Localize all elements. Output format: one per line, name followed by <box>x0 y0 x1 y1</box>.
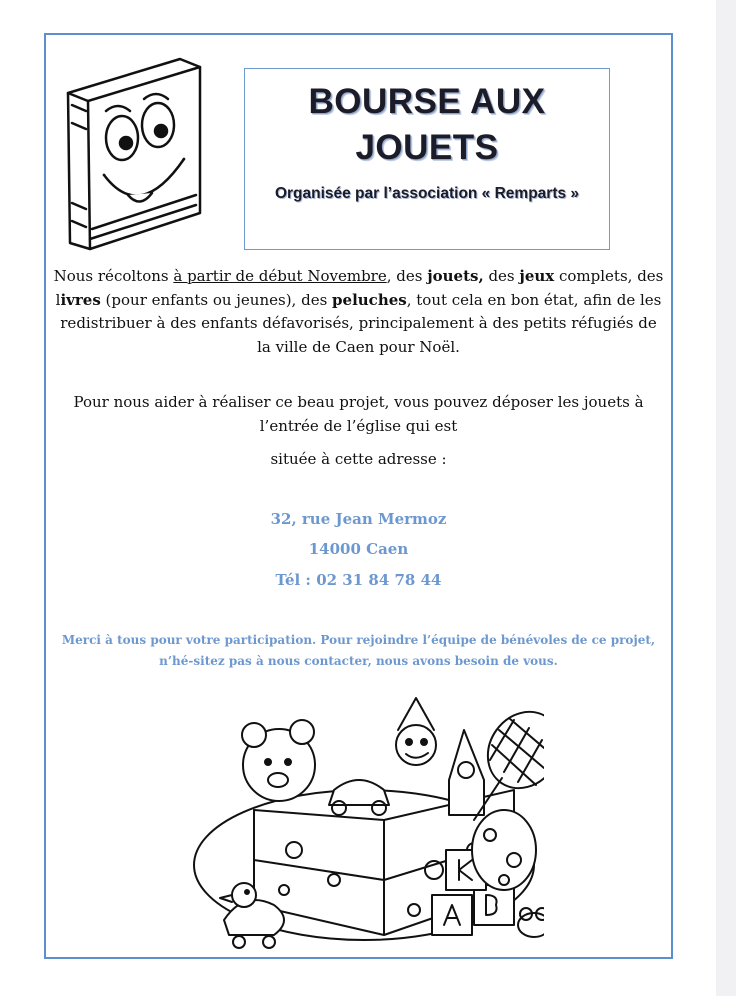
text-span: , tout cela en bon état, afin de les redistribuer à des enfants défavorisés, principalement à des petits réfugiés de la ville de Caen pour Noël. <box>60 290 662 356</box>
bold-livres: ivres <box>60 290 101 309</box>
dropoff-paragraph: Pour nous aider à réaliser ce beau projet, vous pouvez déposer les jouets à l’entrée de l’église qui est <box>73 393 644 435</box>
smiling-book-illustration <box>60 53 210 253</box>
flyer-title <box>245 79 609 171</box>
page-edge <box>716 0 736 996</box>
address-street: 32, rue Jean Mermoz <box>270 510 447 528</box>
text-span: complets, des l <box>55 267 664 309</box>
thanks-message: Merci à tous pour votre participation. Pour rejoindre l’équipe de bénévoles de ce projet, n’hé-sitez pas à nous contacter, nous avons besoin de vous. <box>61 633 656 668</box>
address-intro: située à cette adresse : <box>270 450 447 468</box>
text-span: , des <box>386 267 428 285</box>
text-span: (pour enfants ou jeunes), des <box>100 290 333 309</box>
start-date-underlined: à partir de début Novembre <box>173 267 387 285</box>
toy-box-illustration <box>184 690 544 952</box>
title-box <box>244 68 610 250</box>
text-span: Nous récoltons <box>53 267 174 285</box>
title-line-1: BOURSE AUX <box>308 82 546 121</box>
bold-jeux: jeux <box>519 267 555 285</box>
title-line-2: JOUETS <box>355 128 499 167</box>
organizer-subtitle: Organisée par l’association « Remparts » <box>274 185 580 202</box>
bold-jouets: jouets, <box>427 267 484 285</box>
phone-number: Tél : 02 31 84 78 44 <box>275 571 442 589</box>
address-city: 14000 Caen <box>308 540 409 558</box>
flyer-page <box>44 33 673 959</box>
collection-paragraph <box>52 265 665 359</box>
text-span: des <box>483 267 520 285</box>
bold-peluches: peluches <box>332 290 407 309</box>
